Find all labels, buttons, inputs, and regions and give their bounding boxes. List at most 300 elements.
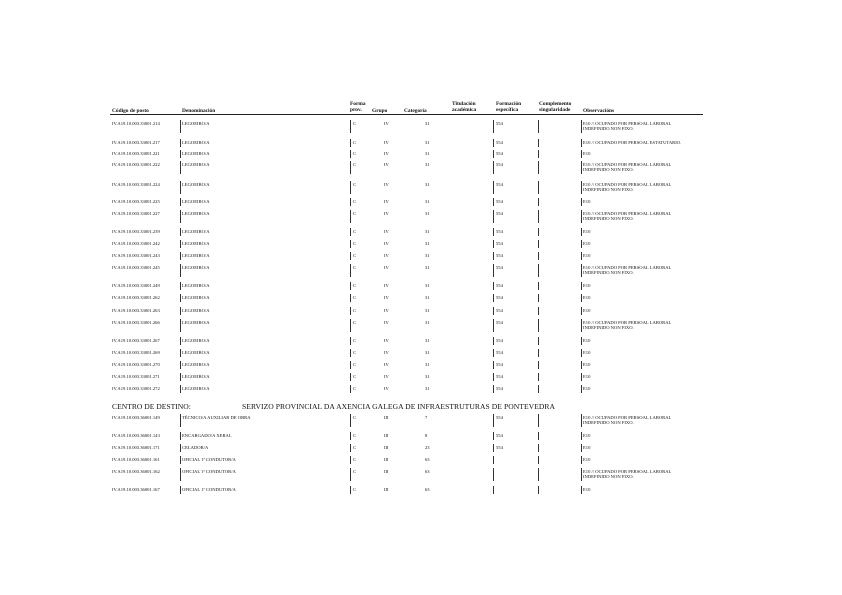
cell-divider <box>350 120 351 133</box>
cell-divider <box>350 319 351 332</box>
cell-divider <box>538 319 539 332</box>
cell-divider <box>493 486 494 494</box>
cell-divider <box>180 282 181 290</box>
cell-formacion: 554 <box>496 211 503 216</box>
cell-divider <box>538 240 539 248</box>
cell-denominacion: LEGOEIRO/A <box>182 320 210 325</box>
cell-forma: C <box>353 308 357 313</box>
cell-divider <box>493 468 494 481</box>
cell-divider <box>493 319 494 332</box>
cell-divider <box>350 337 351 345</box>
cell-divider <box>350 307 351 315</box>
cell-codigo: IV.A19.10.003.33001.272 <box>112 386 160 391</box>
cell-observacions: E10 // OCUPADO POR PERSOAL LABORAL <box>583 320 672 325</box>
cell-observacions: INDEFINIDO NON FIXO. <box>583 420 634 425</box>
cell-observacions: INDEFINIDO NON FIXO. <box>583 167 634 172</box>
cell-grupo: IV <box>384 350 389 355</box>
cell-divider <box>581 385 582 393</box>
cell-divider <box>350 252 351 260</box>
cell-divider <box>180 486 181 494</box>
cell-divider <box>180 319 181 332</box>
cell-divider <box>180 161 181 174</box>
cell-grupo: IV <box>384 386 389 391</box>
col-header-observacions: Observacións <box>583 108 615 114</box>
cell-observacions: E10 <box>583 457 591 462</box>
cell-observacions: E10 <box>583 445 591 450</box>
cell-divider <box>538 486 539 494</box>
cell-observacions: E10 <box>583 350 591 355</box>
cell-codigo: IV.A19.10.003.33001.249 <box>112 283 160 288</box>
cell-denominacion: LEGOEIRO/A <box>182 229 210 234</box>
cell-formacion: 554 <box>496 415 503 420</box>
cell-formacion: 554 <box>496 386 503 391</box>
cell-forma: C <box>353 265 357 270</box>
cell-formacion: 554 <box>496 445 503 450</box>
cell-divider <box>581 432 582 440</box>
cell-categoria: 23 <box>425 445 430 450</box>
cell-divider <box>581 198 582 206</box>
cell-grupo: IV <box>384 308 389 313</box>
cell-divider <box>581 468 582 481</box>
cell-forma: C <box>353 457 357 462</box>
cell-formacion: 554 <box>496 295 503 300</box>
cell-formacion: 554 <box>496 162 503 167</box>
cell-denominacion: LEGOEIRO/A <box>182 151 210 156</box>
cell-formacion: 554 <box>496 320 503 325</box>
cell-divider <box>581 252 582 260</box>
cell-divider <box>581 228 582 236</box>
cell-divider <box>350 139 351 147</box>
cell-divider <box>350 456 351 464</box>
cell-divider <box>180 307 181 315</box>
cell-divider <box>581 414 582 427</box>
cell-divider <box>581 307 582 315</box>
cell-divider <box>538 444 539 452</box>
cell-divider <box>350 349 351 357</box>
cell-divider <box>180 120 181 133</box>
cell-divider <box>180 337 181 345</box>
cell-codigo: IV.A19.10.003.33001.243 <box>112 253 160 258</box>
cell-formacion: 554 <box>496 338 503 343</box>
cell-forma: C <box>353 350 357 355</box>
cell-forma: C <box>353 415 357 420</box>
cell-observacions: E10 // OCUPADO POR PERSOAL LABORAL <box>583 121 672 126</box>
cell-codigo: IV.A19.10.003.33001.227 <box>112 211 160 216</box>
cell-denominacion: LEGOEIRO/A <box>182 140 210 145</box>
cell-divider <box>538 349 539 357</box>
cell-grupo: IV <box>384 253 389 258</box>
cell-grupo: IV <box>384 162 389 167</box>
cell-observacions: INDEFINIDO NON FIXO. <box>583 216 634 221</box>
cell-grupo: IV <box>384 362 389 367</box>
cell-divider <box>493 240 494 248</box>
cell-categoria: 31 <box>425 121 430 126</box>
cell-grupo: IV <box>384 265 389 270</box>
cell-divider <box>493 432 494 440</box>
cell-divider <box>493 252 494 260</box>
cell-formacion: 554 <box>496 229 503 234</box>
cell-divider <box>180 456 181 464</box>
cell-formacion: 554 <box>496 241 503 246</box>
cell-divider <box>581 282 582 290</box>
cell-divider <box>581 444 582 452</box>
cell-codigo: IV.A19.10.003.36001.143 <box>112 433 160 438</box>
cell-codigo: IV.A19.10.003.33001.214 <box>112 121 160 126</box>
cell-observacions: INDEFINIDO NON FIXO. <box>583 187 634 192</box>
cell-codigo: IV.A19.10.003.33001.242 <box>112 241 160 246</box>
cell-divider <box>538 139 539 147</box>
cell-denominacion: LEGOEIRO/A <box>182 253 210 258</box>
cell-grupo: IV <box>384 374 389 379</box>
cell-divider <box>180 294 181 302</box>
cell-grupo: IV <box>384 320 389 325</box>
cell-denominacion: OFICIAL 1ª CONDUTOR/A <box>182 457 236 462</box>
cell-divider <box>538 264 539 277</box>
cell-codigo: IV.A19.10.003.36001.167 <box>112 487 160 492</box>
cell-grupo: III <box>384 433 389 438</box>
cell-codigo: IV.A19.10.003.33001.245 <box>112 265 160 270</box>
cell-divider <box>180 150 181 158</box>
cell-categoria: 31 <box>425 241 430 246</box>
cell-divider <box>493 294 494 302</box>
cell-grupo: IV <box>384 338 389 343</box>
cell-divider <box>493 456 494 464</box>
cell-divider <box>180 139 181 147</box>
cell-observacions: E10 // OCUPADO POR PERSOAL LABORAL <box>583 162 672 167</box>
cell-divider <box>350 444 351 452</box>
cell-denominacion: LEGOEIRO/A <box>182 295 210 300</box>
cell-denominacion: TÉCNICO/A AUXILIAR DE OBRA <box>182 415 251 420</box>
cell-categoria: 31 <box>425 283 430 288</box>
cell-categoria: 31 <box>425 229 430 234</box>
cell-divider <box>538 210 539 223</box>
cell-observacions: INDEFINIDO NON FIXO. <box>583 474 634 479</box>
cell-observacions: E10 <box>583 229 591 234</box>
cell-divider <box>350 198 351 206</box>
cell-forma: C <box>353 151 357 156</box>
cell-grupo: IV <box>384 295 389 300</box>
cell-categoria: 31 <box>425 386 430 391</box>
cell-categoria: 63 <box>425 469 430 474</box>
cell-denominacion: OFICIAL 1ª CONDUTOR/A <box>182 487 236 492</box>
cell-divider <box>538 361 539 369</box>
cell-divider <box>493 337 494 345</box>
cell-categoria: 7 <box>425 415 428 420</box>
cell-divider <box>493 373 494 381</box>
centro-destino-name: SERVIZO PROVINCIAL DA AXENCIA GALEGA DE INFRAESTRUTURAS DE PONTEVEDRA <box>242 402 556 411</box>
cell-formacion: 554 <box>496 140 503 145</box>
cell-observacions: E10 <box>583 253 591 258</box>
cell-observacions: E10 <box>583 283 591 288</box>
cell-divider <box>493 198 494 206</box>
cell-observacions: E10 <box>583 308 591 313</box>
cell-denominacion: LEGOEIRO/A <box>182 308 210 313</box>
cell-divider <box>180 468 181 481</box>
cell-denominacion: LEGOEIRO/A <box>182 199 210 204</box>
cell-forma: C <box>353 241 357 246</box>
cell-divider <box>581 181 582 194</box>
cell-divider <box>538 456 539 464</box>
cell-divider <box>350 468 351 481</box>
cell-divider <box>581 349 582 357</box>
cell-formacion: 554 <box>496 265 503 270</box>
cell-codigo: IV.A19.10.003.33001.221 <box>112 151 160 156</box>
cell-codigo: IV.A19.10.003.33001.225 <box>112 199 160 204</box>
cell-divider <box>180 198 181 206</box>
cell-denominacion: LEGOEIRO/A <box>182 283 210 288</box>
cell-categoria: 31 <box>425 350 430 355</box>
cell-formacion: 554 <box>496 433 503 438</box>
cell-divider <box>350 240 351 248</box>
cell-formacion: 554 <box>496 182 503 187</box>
cell-divider <box>538 468 539 481</box>
cell-categoria: 31 <box>425 295 430 300</box>
cell-codigo: IV.A19.10.003.33001.239 <box>112 229 160 234</box>
cell-grupo: IV <box>384 199 389 204</box>
cell-divider <box>581 210 582 223</box>
cell-divider <box>538 294 539 302</box>
cell-grupo: IV <box>384 211 389 216</box>
cell-divider <box>180 349 181 357</box>
cell-denominacion: LEGOEIRO/A <box>182 241 210 246</box>
cell-codigo: IV.A19.10.003.33001.222 <box>112 162 160 167</box>
cell-divider <box>350 150 351 158</box>
cell-divider <box>581 139 582 147</box>
cell-divider <box>581 337 582 345</box>
cell-codigo: IV.A19.10.003.33001.270 <box>112 362 160 367</box>
cell-observacions: E10 <box>583 362 591 367</box>
cell-observacions: E10 // OCUPADO POR PERSOAL LABORAL <box>583 469 672 474</box>
cell-divider <box>180 444 181 452</box>
cell-observacions: INDEFINIDO NON FIXO. <box>583 126 634 131</box>
cell-divider <box>350 486 351 494</box>
cell-categoria: 31 <box>425 182 430 187</box>
cell-forma: C <box>353 295 357 300</box>
cell-forma: C <box>353 469 357 474</box>
cell-divider <box>581 486 582 494</box>
cell-divider <box>350 264 351 277</box>
cell-forma: C <box>353 121 357 126</box>
cell-divider <box>180 414 181 427</box>
cell-divider <box>581 264 582 277</box>
cell-observacions: E10 <box>583 151 591 156</box>
cell-divider <box>581 161 582 174</box>
cell-observacions: E10 // OCUPADO POR PERSOAL LABORAL <box>583 415 672 420</box>
cell-denominacion: LEGOEIRO/A <box>182 338 210 343</box>
cell-denominacion: ENCARGADO/A XERAL <box>182 433 232 438</box>
cell-categoria: 31 <box>425 308 430 313</box>
col-header-titulacion: Titulación académica <box>452 101 477 113</box>
cell-grupo: III <box>384 457 389 462</box>
cell-divider <box>350 373 351 381</box>
cell-observacions: E10 <box>583 433 591 438</box>
cell-divider <box>538 307 539 315</box>
cell-codigo: IV.A19.10.003.33001.263 <box>112 308 160 313</box>
cell-observacions: E10 // OCUPADO POR PERSOAL LABORAL <box>583 265 672 270</box>
cell-divider <box>538 385 539 393</box>
cell-divider <box>493 139 494 147</box>
cell-divider <box>493 228 494 236</box>
cell-denominacion: CELADOR/A <box>182 445 209 450</box>
cell-divider <box>493 210 494 223</box>
cell-grupo: IV <box>384 121 389 126</box>
cell-divider <box>538 337 539 345</box>
cell-grupo: III <box>384 445 389 450</box>
cell-denominacion: LEGOEIRO/A <box>182 386 210 391</box>
cell-denominacion: LEGOEIRO/A <box>182 182 210 187</box>
col-header-forma: Forma prov. <box>350 101 366 113</box>
cell-divider <box>581 373 582 381</box>
cell-forma: C <box>353 211 357 216</box>
cell-formacion: 554 <box>496 350 503 355</box>
cell-forma: C <box>353 386 357 391</box>
cell-codigo: IV.A19.10.003.33001.266 <box>112 320 160 325</box>
cell-divider <box>493 444 494 452</box>
cell-formacion: 554 <box>496 199 503 204</box>
cell-divider <box>180 432 181 440</box>
col-header-grupo: Grupo <box>372 108 388 114</box>
cell-divider <box>350 161 351 174</box>
cell-divider <box>350 210 351 223</box>
cell-divider <box>493 307 494 315</box>
cell-divider <box>493 414 494 427</box>
cell-forma: C <box>353 182 357 187</box>
col-header-denominacion: Denominación <box>182 108 216 114</box>
cell-divider <box>581 456 582 464</box>
centro-destino-label: CENTRO DE DESTINO: <box>112 402 191 411</box>
cell-codigo: IV.A19.10.003.33001.262 <box>112 295 160 300</box>
cell-forma: C <box>353 253 357 258</box>
cell-formacion: 554 <box>496 283 503 288</box>
header-rule <box>110 114 703 115</box>
cell-forma: C <box>353 374 357 379</box>
cell-divider <box>350 361 351 369</box>
cell-categoria: 31 <box>425 253 430 258</box>
cell-observacions: INDEFINIDO NON FIXO. <box>583 270 634 275</box>
cell-forma: C <box>353 199 357 204</box>
cell-grupo: IV <box>384 140 389 145</box>
cell-divider <box>350 228 351 236</box>
cell-codigo: IV.A19.10.003.33001.267 <box>112 338 160 343</box>
cell-forma: C <box>353 229 357 234</box>
cell-observacions: E10 <box>583 338 591 343</box>
cell-divider <box>538 228 539 236</box>
cell-divider <box>581 120 582 133</box>
cell-denominacion: LEGOEIRO/A <box>182 265 210 270</box>
cell-divider <box>538 432 539 440</box>
cell-observacions: INDEFINIDO NON FIXO. <box>583 325 634 330</box>
cell-formacion: 554 <box>496 362 503 367</box>
cell-divider <box>538 414 539 427</box>
cell-codigo: IV.A19.10.003.36001.171 <box>112 445 160 450</box>
cell-codigo: IV.A19.10.003.36001.161 <box>112 457 160 462</box>
cell-categoria: 8 <box>425 433 428 438</box>
cell-divider <box>180 385 181 393</box>
cell-divider <box>180 240 181 248</box>
cell-observacions: E10 <box>583 487 591 492</box>
cell-forma: C <box>353 283 357 288</box>
cell-categoria: 31 <box>425 265 430 270</box>
cell-categoria: 31 <box>425 320 430 325</box>
cell-divider <box>493 385 494 393</box>
cell-grupo: IV <box>384 229 389 234</box>
cell-forma: C <box>353 445 357 450</box>
cell-observacions: E10 <box>583 386 591 391</box>
cell-forma: C <box>353 162 357 167</box>
col-header-complemento: Complemento singularidade <box>539 101 572 113</box>
cell-observacions: E10 // OCUPADO POR PERSOAL LABORAL <box>583 182 672 187</box>
cell-codigo: IV.A19.10.003.36001.162 <box>112 469 160 474</box>
cell-codigo: IV.A19.10.003.33001.217 <box>112 140 160 145</box>
cell-divider <box>538 181 539 194</box>
cell-divider <box>493 264 494 277</box>
cell-divider <box>581 294 582 302</box>
cell-forma: C <box>353 140 357 145</box>
cell-divider <box>538 198 539 206</box>
cell-categoria: 63 <box>425 487 430 492</box>
cell-forma: C <box>353 487 357 492</box>
cell-grupo: III <box>384 487 389 492</box>
cell-divider <box>538 161 539 174</box>
cell-denominacion: OFICIAL 1ª CONDUTOR/A <box>182 469 236 474</box>
cell-divider <box>493 349 494 357</box>
cell-categoria: 31 <box>425 374 430 379</box>
col-header-formacion: Formación específica <box>496 101 522 113</box>
cell-divider <box>180 373 181 381</box>
cell-forma: C <box>353 320 357 325</box>
cell-formacion: 554 <box>496 121 503 126</box>
cell-divider <box>493 181 494 194</box>
cell-divider <box>180 264 181 277</box>
cell-divider <box>493 361 494 369</box>
cell-denominacion: LEGOEIRO/A <box>182 362 210 367</box>
cell-divider <box>350 414 351 427</box>
cell-categoria: 63 <box>425 457 430 462</box>
cell-categoria: 31 <box>425 199 430 204</box>
cell-grupo: III <box>384 415 389 420</box>
cell-divider <box>350 181 351 194</box>
cell-codigo: IV.A19.10.003.33001.224 <box>112 182 160 187</box>
cell-forma: C <box>353 338 357 343</box>
cell-observacions: E10 <box>583 295 591 300</box>
cell-observacions: E10 <box>583 241 591 246</box>
cell-formacion: 554 <box>496 308 503 313</box>
cell-denominacion: LEGOEIRO/A <box>182 121 210 126</box>
cell-grupo: IV <box>384 241 389 246</box>
cell-codigo: IV.A19.10.003.33001.271 <box>112 374 160 379</box>
cell-categoria: 31 <box>425 211 430 216</box>
cell-divider <box>180 361 181 369</box>
cell-grupo: IV <box>384 151 389 156</box>
cell-denominacion: LEGOEIRO/A <box>182 162 210 167</box>
cell-divider <box>493 120 494 133</box>
cell-observacions: E10 // OCUPADO POR PERSOAL ESTATUTARIO. <box>583 140 682 145</box>
cell-observacions: E10 <box>583 199 591 204</box>
cell-categoria: 31 <box>425 362 430 367</box>
cell-denominacion: LEGOEIRO/A <box>182 350 210 355</box>
cell-divider <box>538 282 539 290</box>
cell-divider <box>581 319 582 332</box>
cell-formacion: 554 <box>496 151 503 156</box>
cell-formacion: 554 <box>496 374 503 379</box>
cell-grupo: III <box>384 469 389 474</box>
cell-observacions: E10 <box>583 374 591 379</box>
cell-categoria: 31 <box>425 162 430 167</box>
cell-divider <box>493 150 494 158</box>
col-header-codigo: Código de posto <box>112 108 149 114</box>
cell-divider <box>350 282 351 290</box>
cell-divider <box>350 385 351 393</box>
